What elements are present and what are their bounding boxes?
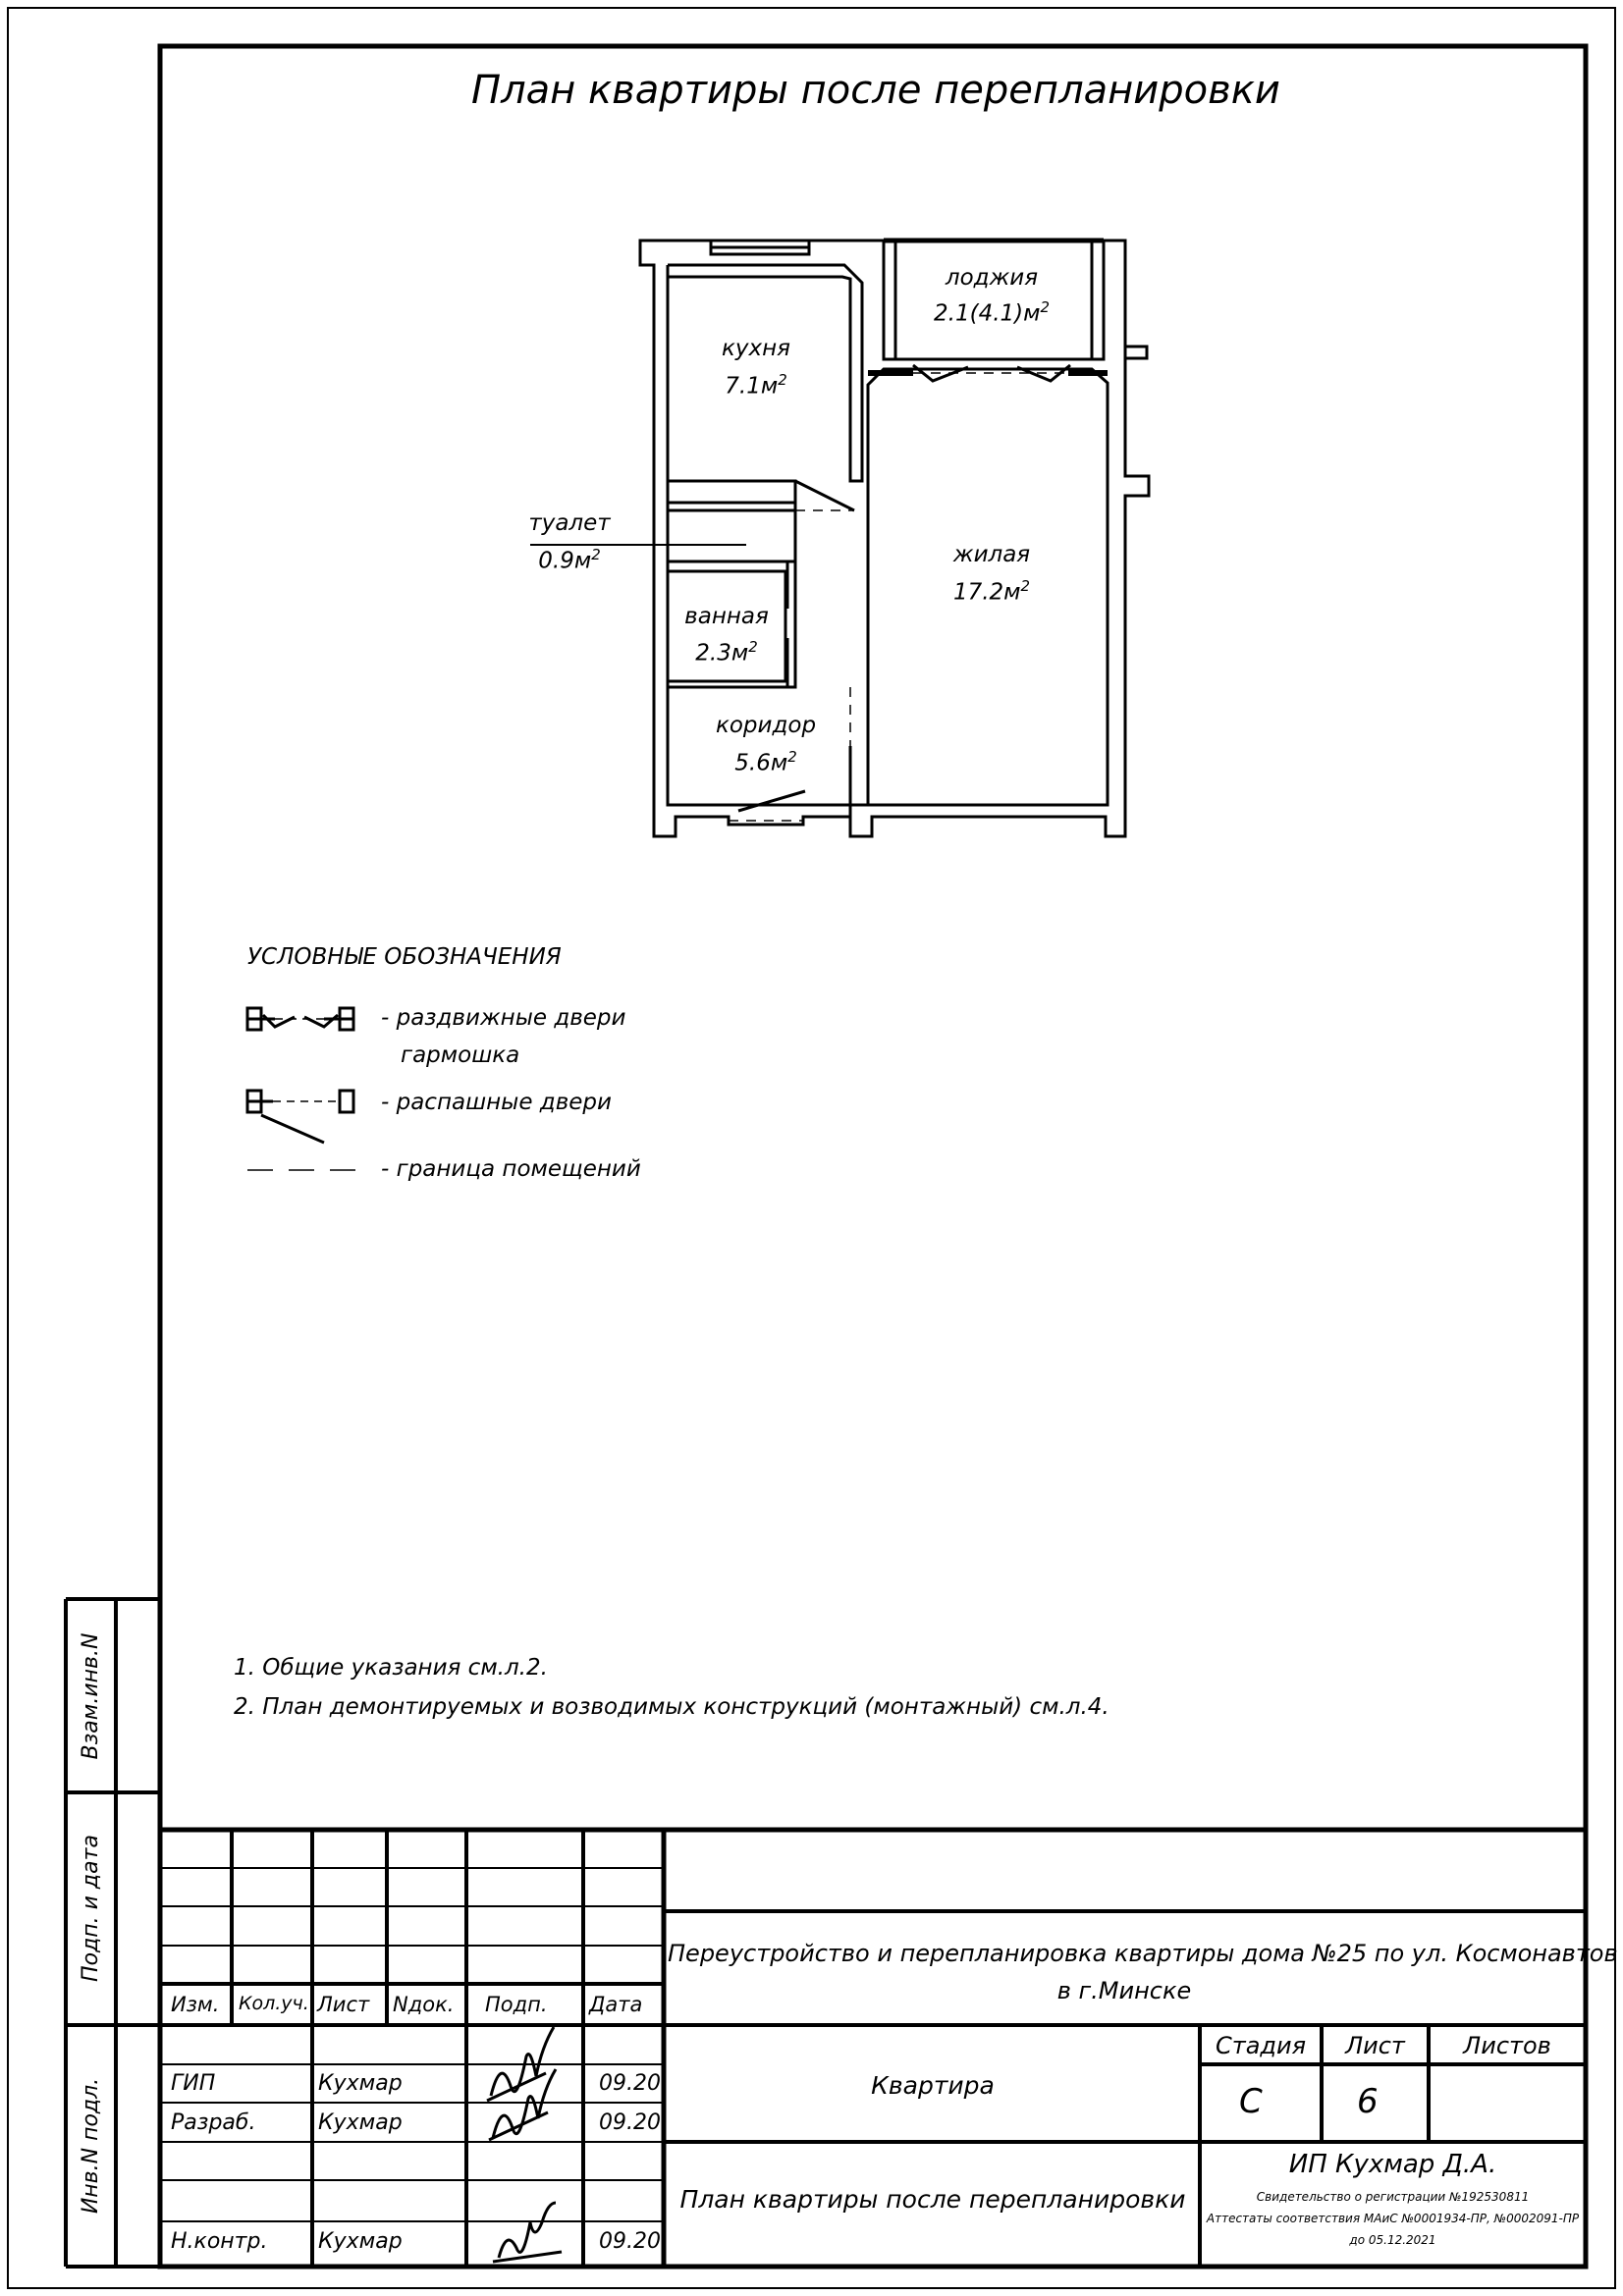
org-name: ИП Кухмар Д.А. <box>1288 2150 1497 2179</box>
room-kitchen-area-value: 7.1м <box>725 373 779 400</box>
room-toilet-name: туалет <box>528 510 611 536</box>
signer-name-razrab: Кухмар <box>318 2110 403 2135</box>
floor-plan <box>640 240 1149 836</box>
area-exponent: 2 <box>1040 298 1050 316</box>
col-list: Лист <box>317 1993 370 2016</box>
signer-name-gip: Кухмар <box>318 2071 403 2096</box>
area-exponent: 2 <box>591 546 601 563</box>
project-title-line2: в г.Минске <box>1056 1977 1192 2004</box>
room-living-area <box>923 579 1060 605</box>
signer-name-nkontr: Кухмар <box>318 2229 403 2254</box>
stage-header: Стадия <box>1215 2032 1307 2059</box>
sheet-header: Лист <box>1345 2032 1405 2059</box>
org-cert: Свидетельство о регистрации №192530811 <box>1256 2190 1530 2204</box>
swing-door-symbol <box>247 1091 353 1143</box>
col-ndok: Nдок. <box>393 1993 455 2016</box>
signer-date-gip: 09.20 <box>599 2071 661 2096</box>
note-2: 2. План демонтируемых и возводимых конструкций (монтажный) см.л.4. <box>234 1694 1109 1720</box>
room-bath-area <box>668 640 785 666</box>
note-1: 1. Общие указания см.л.2. <box>234 1655 548 1681</box>
room-corridor-area <box>697 750 835 775</box>
signer-role-gip: ГИП <box>171 2071 216 2096</box>
room-loggia-name: лоджия <box>945 265 1039 291</box>
room-bath-area-value: 2.3м <box>695 640 749 667</box>
signer-date-razrab: 09.20 <box>599 2110 661 2135</box>
legend-sliding-label-2: гармошка <box>401 1042 520 1068</box>
sliding-door-symbol <box>247 1008 353 1030</box>
col-kolich: Кол.уч. <box>239 1993 309 2014</box>
col-podp: Подп. <box>485 1993 548 2016</box>
project-title-line1: Переустройство и перепланировка квартиры дома №25 по ул. Космонавтов <box>668 1940 1618 1967</box>
side-inv-label: Инв.N подл. <box>79 2077 103 2215</box>
room-corridor-name: коридор <box>715 713 817 738</box>
area-exponent: 2 <box>787 748 797 766</box>
room-toilet-area-value: 0.9м <box>538 548 592 574</box>
room-bath-name: ванная <box>684 604 769 629</box>
area-exponent: 2 <box>748 638 758 656</box>
room-kitchen-name: кухня <box>722 336 790 361</box>
legend-heading: УСЛОВНЫЕ ОБОЗНАЧЕНИЯ <box>247 944 562 970</box>
room-toilet-area <box>520 548 619 573</box>
signer-role-razrab: Разраб. <box>171 2110 256 2135</box>
sheet-title: План квартиры после перепланировки <box>471 68 1280 113</box>
signature-marks <box>487 2027 562 2262</box>
room-loggia-area-value: 2.1(4.1)м <box>934 300 1041 327</box>
area-exponent: 2 <box>1020 577 1031 595</box>
col-izm: Изм. <box>171 1993 220 2016</box>
stamp-sheet-name: План квартиры после перепланировки <box>679 2185 1186 2214</box>
legend-boundary-label: - граница помещений <box>381 1156 641 1182</box>
side-podp-label: Подп. и дата <box>79 1835 103 1982</box>
stage-value: С <box>1239 2082 1263 2121</box>
signer-date-nkontr: 09.20 <box>599 2229 661 2254</box>
legend-sliding-label: - раздвижные двери <box>381 1005 626 1031</box>
col-data: Дата <box>589 1993 643 2016</box>
room-living-area-value: 17.2м <box>952 579 1021 606</box>
side-vzam-label: Взам.инв.N <box>79 1632 103 1760</box>
area-exponent: 2 <box>778 371 787 389</box>
room-kitchen-area <box>687 373 825 399</box>
org-attest: Аттестаты соответствия МАиС №0001934-ПР, №0002091-ПР <box>1206 2212 1580 2225</box>
room-corridor-area-value: 5.6м <box>734 750 788 776</box>
sheet-number-value: 6 <box>1357 2082 1379 2121</box>
org-valid: до 05.12.2021 <box>1349 2233 1436 2247</box>
legend-symbols <box>247 1008 359 1170</box>
signer-role-nkontr: Н.контр. <box>171 2229 268 2254</box>
legend-swing-label: - распашные двери <box>381 1090 612 1115</box>
room-living-name: жилая <box>952 542 1031 567</box>
sheets-header: Листов <box>1463 2032 1551 2059</box>
room-loggia-area <box>913 300 1070 326</box>
object-name: Квартира <box>871 2071 995 2100</box>
